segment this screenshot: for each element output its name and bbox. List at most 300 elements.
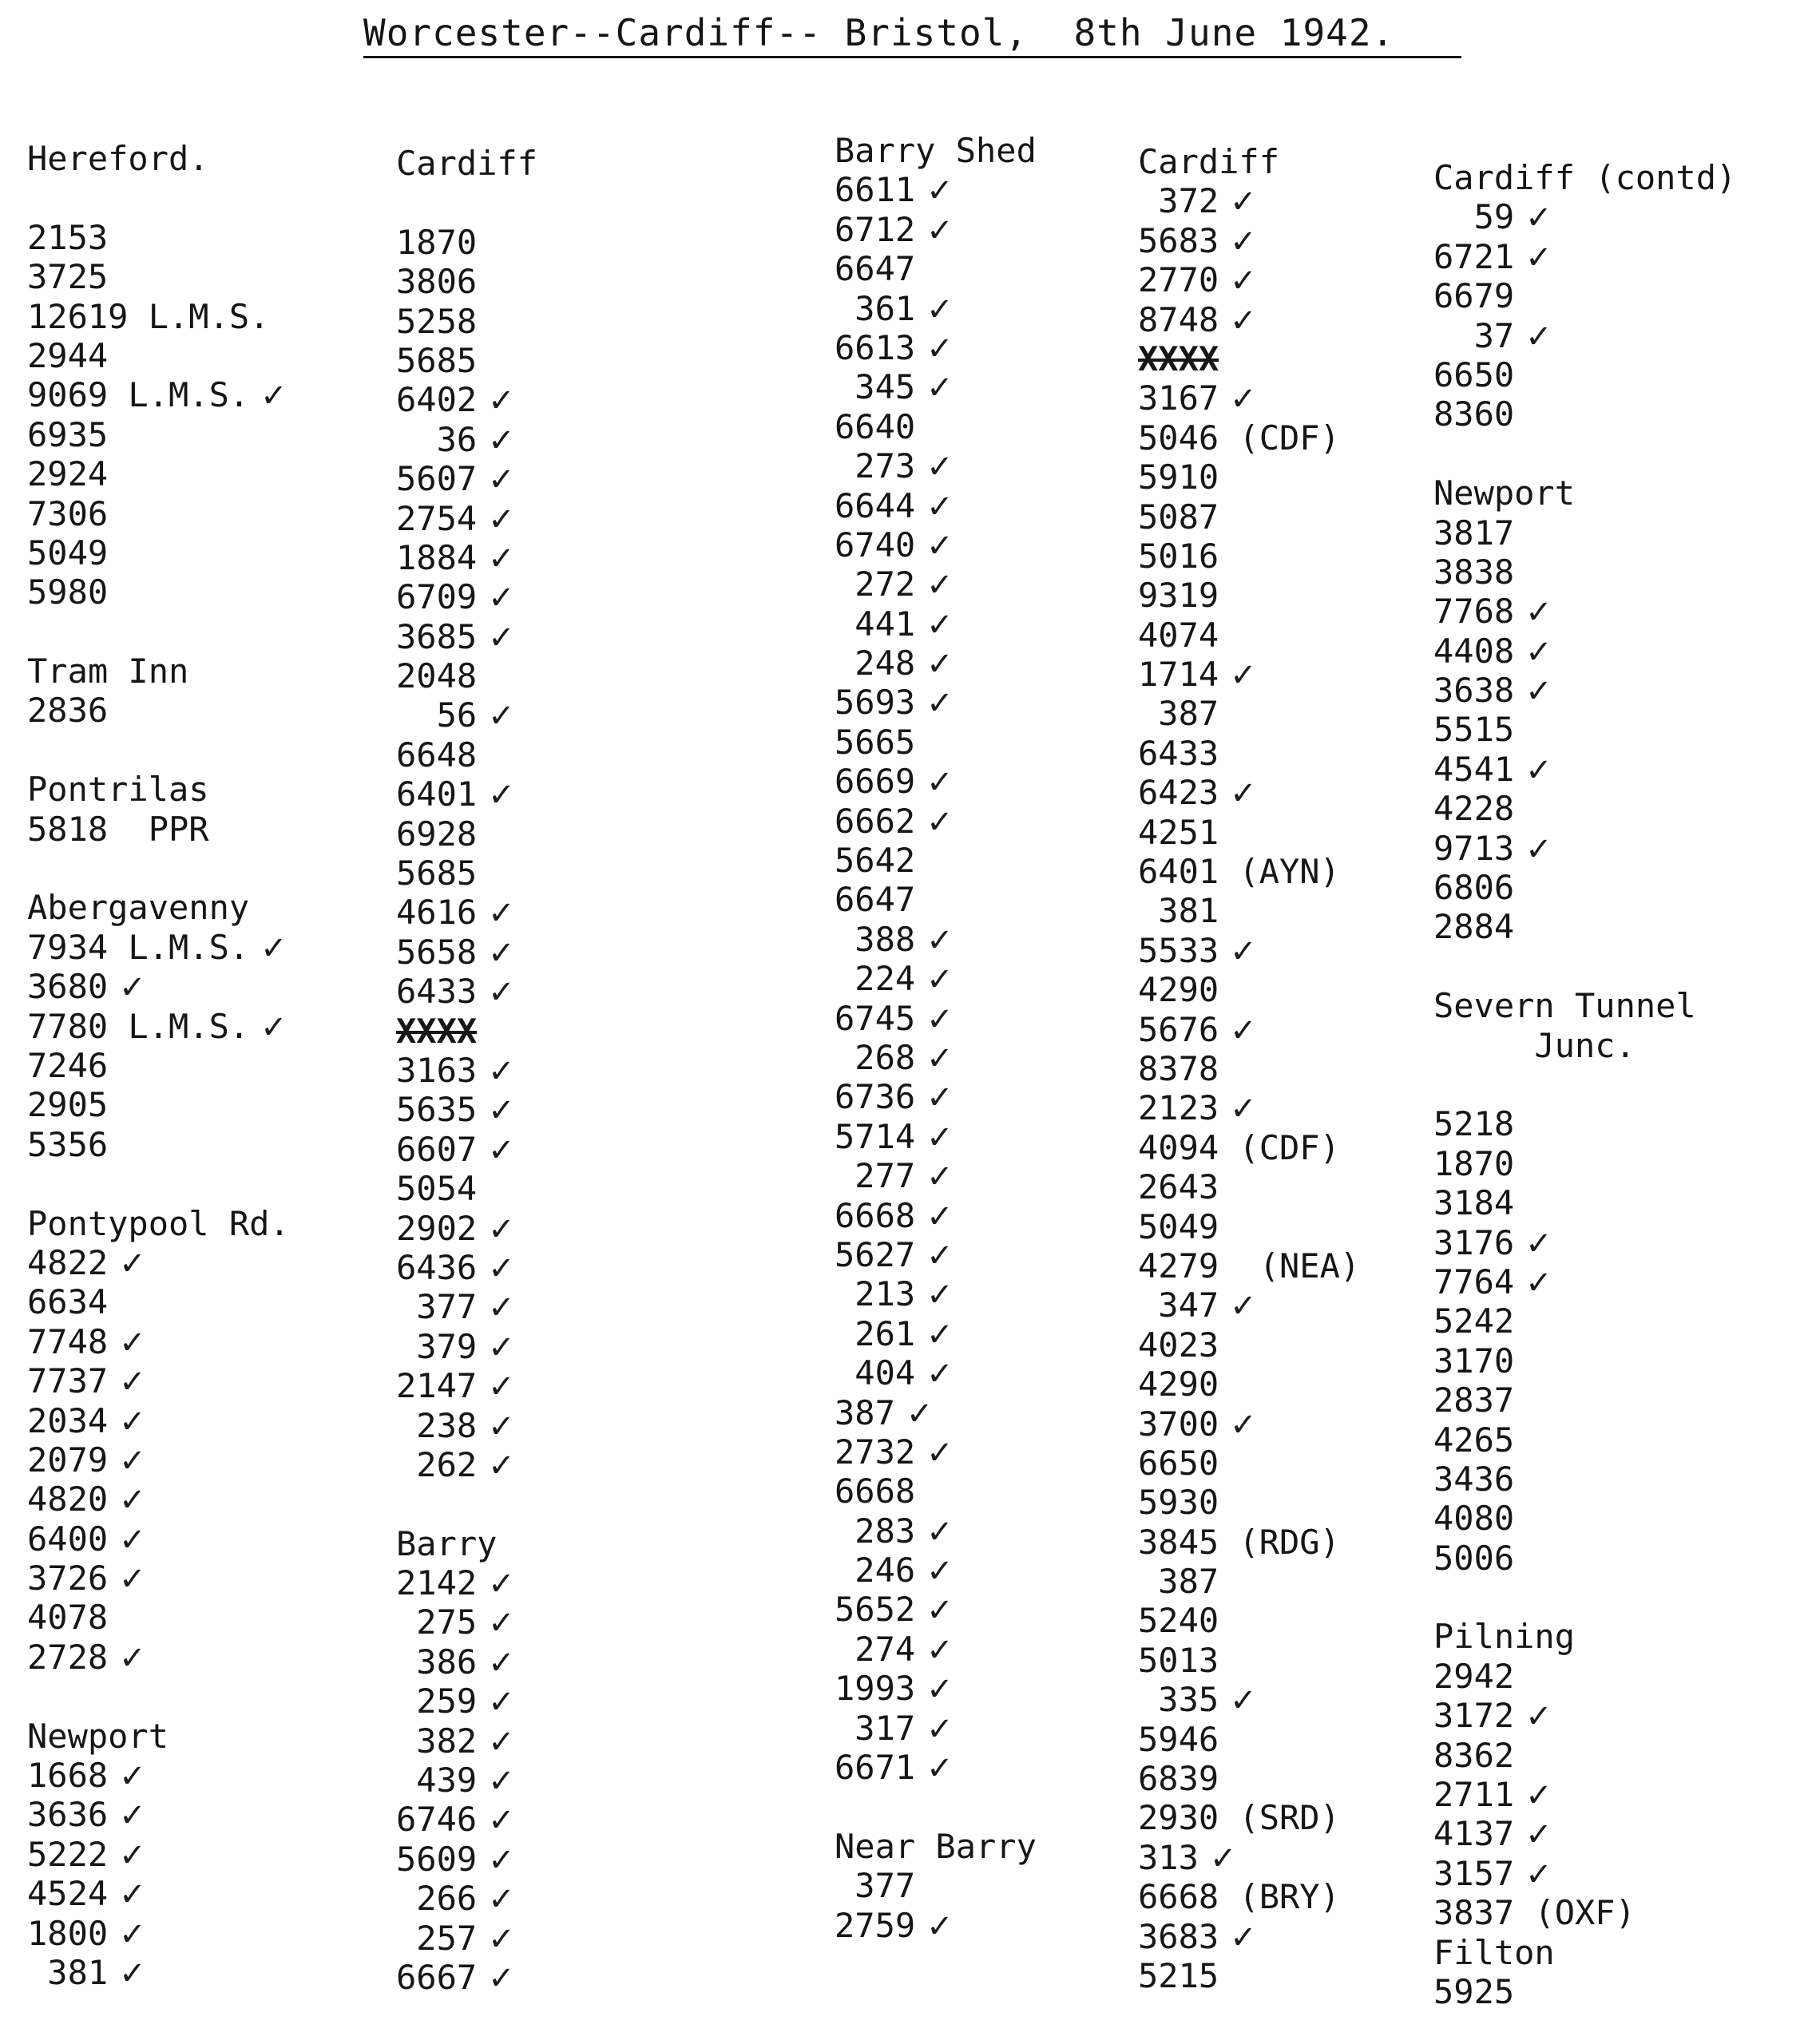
engine-entry (27, 967, 290, 1006)
engine-entry (396, 1209, 537, 1248)
engine-entry (1138, 497, 1360, 537)
engine-number: 4616 (396, 893, 478, 933)
engine-entry (396, 538, 537, 577)
engine-number: 5049 (1138, 1206, 1219, 1246)
engine-number: 4251 (1138, 812, 1219, 852)
engine-number: 4524 (27, 1874, 109, 1914)
engine-number: 3638 (1433, 671, 1515, 711)
check-mark-icon: ✓ (119, 1403, 146, 1440)
check-mark-icon: ✓ (926, 527, 954, 564)
engine-number: 6721 (1433, 236, 1515, 276)
engine-number: 381 (1138, 891, 1219, 931)
engine-number: 6679 (1433, 276, 1515, 316)
check-mark-icon: ✓ (119, 1364, 146, 1401)
engine-number: 6402 (396, 380, 478, 420)
engine-entry (396, 1287, 537, 1326)
engine-number: 4541 (1433, 749, 1515, 789)
engine-number: 262 (396, 1444, 478, 1484)
engine-entry (1138, 1838, 1360, 1877)
title-underline (363, 56, 1461, 58)
engine-number: 5006 (1433, 1538, 1515, 1578)
engine-number: 2754 (396, 498, 478, 538)
engine-entry (835, 1117, 1037, 1156)
engine-entry (396, 262, 537, 301)
check-mark-icon: ✓ (1230, 775, 1257, 813)
engine-entry (1138, 891, 1360, 930)
engine-number: 2924 (27, 454, 109, 494)
engine-entry (1138, 418, 1360, 458)
engine-entry (27, 415, 290, 454)
engine-number: 4290 (1138, 1365, 1219, 1404)
engine-number: 8748 (1138, 299, 1219, 339)
engine-number: 2902 (396, 1208, 478, 1248)
engine-number: 4279 (NEA) (1138, 1246, 1361, 1285)
engine-number: 5818 PPR (27, 809, 209, 849)
engine-entry (835, 1196, 1037, 1235)
check-mark-icon: ✓ (119, 1639, 146, 1677)
check-mark-icon: ✓ (488, 1684, 515, 1721)
engine-number: 2728 (27, 1637, 109, 1677)
engine-entry (27, 454, 290, 493)
engine-entry (396, 1090, 537, 1129)
engine-entry (835, 1393, 1037, 1432)
engine-number: 439 (396, 1761, 478, 1800)
check-mark-icon: ✓ (926, 1671, 954, 1709)
engine-number: 347 (1138, 1285, 1219, 1325)
check-mark-icon: ✓ (488, 1329, 515, 1366)
check-mark-icon: ✓ (926, 1237, 954, 1274)
check-mark-icon: ✓ (1525, 673, 1552, 711)
engine-entry (27, 1598, 290, 1637)
engine-entry (1138, 1562, 1360, 1601)
section-heading-text: Abergavenny (27, 888, 250, 928)
engine-entry (396, 1051, 537, 1090)
engine-number: 3636 (27, 1795, 109, 1835)
engine-number: 1870 (1433, 1143, 1515, 1183)
engine-entry (396, 617, 537, 656)
section-heading-text: Cardiff (1138, 142, 1280, 181)
engine-entry (27, 1835, 290, 1874)
check-mark-icon: ✓ (926, 1434, 954, 1472)
section-heading (1433, 986, 1736, 1025)
check-mark-icon: ✓ (488, 1447, 515, 1484)
check-mark-icon: ✓ (119, 1836, 146, 1874)
engine-number: 441 (835, 604, 916, 644)
check-mark-icon: ✓ (119, 1521, 146, 1559)
section-heading-text: Pilning (1433, 1617, 1576, 1657)
engine-number: 6745 (835, 998, 916, 1038)
engine-number: 5658 (396, 932, 478, 972)
engine-number: 386 (396, 1642, 478, 1682)
section-heading (1433, 1933, 1736, 1972)
check-mark-icon: ✓ (119, 1482, 146, 1519)
engine-number: 2884 (1433, 907, 1515, 947)
engine-entry (396, 1366, 537, 1405)
engine-number: 6650 (1138, 1443, 1219, 1483)
check-mark-icon: ✓ (1230, 1919, 1257, 1956)
engine-number: 4080 (1433, 1499, 1515, 1539)
check-mark-icon: ✓ (488, 1763, 515, 1800)
engine-entry (396, 1721, 537, 1761)
engine-number: 2142 (396, 1563, 478, 1603)
engine-entry (1433, 237, 1736, 276)
check-mark-icon: ✓ (906, 1395, 934, 1432)
engine-number: 4228 (1433, 789, 1515, 829)
engine-entry (27, 1559, 290, 1598)
engine-number: 3157 (1433, 1853, 1515, 1893)
engine-entry (1433, 1460, 1736, 1499)
engine-entry (835, 289, 1037, 328)
check-mark-icon: ✓ (488, 1959, 515, 1997)
engine-number: 4094 (CDF) (1138, 1127, 1340, 1167)
engine-number: 2836 (27, 691, 109, 731)
check-mark-icon: ✓ (926, 685, 954, 723)
engine-entry (27, 297, 290, 336)
engine-entry (27, 810, 290, 849)
engine-entry (396, 1445, 537, 1484)
engine-entry (835, 1314, 1037, 1353)
engine-number: 3170 (1433, 1341, 1515, 1380)
engine-number: 6935 (27, 414, 109, 454)
check-mark-icon: ✓ (488, 1802, 515, 1840)
engine-number: 2944 (27, 335, 109, 375)
engine-entry (27, 691, 290, 730)
engine-number: 3172 (1433, 1696, 1515, 1736)
engine-entry (1138, 260, 1360, 299)
check-mark-icon: ✓ (488, 1210, 515, 1248)
engine-entry (396, 420, 537, 459)
engine-entry (396, 774, 537, 814)
engine-entry (396, 1761, 537, 1800)
check-mark-icon: ✓ (119, 1245, 146, 1282)
engine-entry (1433, 1183, 1736, 1222)
engine-number: 6746 (396, 1800, 478, 1840)
check-mark-icon: ✓ (926, 291, 954, 328)
check-mark-icon: ✓ (260, 1008, 287, 1046)
check-mark-icon: ✓ (488, 1644, 515, 1682)
column-cardiff-contd (1433, 158, 1736, 2011)
engine-number: 377 (396, 1287, 478, 1327)
engine-number: 6607 (396, 1129, 478, 1169)
check-mark-icon: ✓ (926, 1592, 954, 1630)
engine-entry (1433, 1104, 1736, 1143)
section-heading-text: Barry Shed (835, 131, 1037, 170)
engine-number: 3838 (1433, 552, 1515, 592)
engine-number: 274 (835, 1629, 916, 1669)
check-mark-icon: ✓ (926, 370, 954, 407)
engine-entry (1138, 616, 1360, 655)
engine-number: 5218 (1433, 1104, 1515, 1144)
engine-number: 2942 (1433, 1656, 1515, 1696)
engine-entry (1433, 1972, 1736, 2011)
engine-number: 7780 L.M.S. (27, 1006, 250, 1046)
spacer (396, 1484, 537, 1523)
check-mark-icon: ✓ (488, 698, 515, 735)
check-mark-icon: ✓ (119, 1442, 146, 1480)
engine-entry (396, 854, 537, 893)
engine-number: 5642 (835, 841, 916, 881)
engine-entry (1138, 300, 1360, 339)
engine-entry (27, 257, 290, 296)
section-heading (27, 1204, 290, 1243)
engine-entry (27, 1519, 290, 1559)
engine-entry (1138, 458, 1360, 497)
engine-entry (27, 1440, 290, 1480)
engine-entry (27, 1480, 290, 1519)
engine-entry (1138, 1483, 1360, 1522)
section-heading (1433, 158, 1736, 197)
engine-number: 266 (396, 1879, 478, 1919)
engine-entry (396, 933, 537, 972)
engine-number: 387 (1138, 694, 1219, 734)
engine-entry (1433, 1657, 1736, 1696)
engine-number: 8378 (1138, 1048, 1219, 1088)
engine-entry (835, 762, 1037, 801)
check-mark-icon: ✓ (260, 929, 287, 967)
engine-number: 4408 (1433, 631, 1515, 671)
engine-entry (396, 341, 537, 380)
engine-number: 4137 (1433, 1814, 1515, 1854)
engine-number: 6740 (835, 525, 916, 564)
engine-entry (835, 525, 1037, 564)
check-mark-icon: ✓ (1525, 239, 1552, 276)
engine-number: 377 (835, 1866, 916, 1906)
check-mark-icon: ✓ (488, 974, 515, 1012)
engine-entry (1138, 1601, 1360, 1640)
check-mark-icon: ✓ (926, 1513, 954, 1551)
engine-entry (835, 249, 1037, 288)
engine-number: XXXX (1138, 339, 1219, 378)
check-mark-icon: ✓ (1230, 263, 1257, 300)
engine-number: 2079 (27, 1440, 109, 1480)
engine-entry (1138, 1680, 1360, 1719)
engine-entry (835, 1077, 1037, 1116)
engine-entry (396, 1840, 537, 1879)
engine-number: 1993 (835, 1669, 916, 1709)
section-heading (1433, 1026, 1736, 1065)
check-mark-icon: ✓ (926, 1079, 954, 1117)
engine-number: 6613 (835, 327, 916, 367)
spacer (27, 1164, 290, 1203)
spacer (27, 178, 290, 217)
engine-number: 361 (835, 288, 916, 328)
engine-number: 6433 (396, 972, 478, 1012)
section-heading-text: Newport (27, 1716, 169, 1756)
engine-entry (1138, 1010, 1360, 1049)
check-mark-icon: ✓ (1525, 318, 1552, 355)
section-heading-text: Filton (1433, 1932, 1555, 1972)
section-heading-text: Pontrilas (27, 770, 209, 810)
check-mark-icon: ✓ (926, 646, 954, 683)
engine-entry (1138, 931, 1360, 970)
check-mark-icon: ✓ (119, 1876, 146, 1914)
engine-number: 6662 (835, 801, 916, 841)
engine-entry (835, 1590, 1037, 1629)
check-mark-icon: ✓ (926, 1750, 954, 1788)
engine-number: 4074 (1138, 615, 1219, 655)
engine-entry (1138, 852, 1360, 891)
engine-number: 6648 (396, 735, 478, 774)
engine-number: 5714 (835, 1116, 916, 1156)
section-heading (27, 888, 290, 927)
engine-entry (396, 302, 537, 341)
engine-entry (396, 1602, 537, 1642)
engine-number: 5652 (835, 1590, 916, 1630)
check-mark-icon: ✓ (1525, 1264, 1552, 1301)
engine-entry (1433, 907, 1736, 946)
engine-number: 3683 (1138, 1916, 1219, 1956)
check-mark-icon: ✓ (119, 1797, 146, 1835)
engine-entry (396, 1879, 537, 1918)
engine-entry (835, 564, 1037, 604)
engine-entry (1138, 1917, 1360, 1956)
engine-number: 6668 (835, 1472, 916, 1511)
engine-number: 2048 (396, 656, 478, 696)
engine-entry (1433, 355, 1736, 394)
engine-entry (27, 1914, 290, 1953)
engine-number: 5258 (396, 301, 478, 341)
engine-entry (396, 1958, 537, 1997)
section-heading (27, 770, 290, 809)
section-heading (396, 1524, 537, 1563)
engine-entry (835, 1709, 1037, 1748)
engine-entry (1433, 1420, 1736, 1460)
check-mark-icon: ✓ (926, 1356, 954, 1393)
engine-entry (1138, 1877, 1360, 1916)
check-mark-icon: ✓ (488, 580, 515, 617)
engine-entry (835, 1156, 1037, 1195)
section-heading-text: Cardiff (contd) (1433, 158, 1737, 197)
engine-entry (1433, 829, 1736, 868)
engine-entry (835, 723, 1037, 762)
check-mark-icon: ✓ (1525, 1856, 1552, 1893)
engine-number: 335 (1138, 1680, 1219, 1720)
engine-number: 387 (835, 1392, 895, 1432)
engine-entry (1138, 1167, 1360, 1206)
check-mark-icon: ✓ (926, 1710, 954, 1748)
check-mark-icon: ✓ (1525, 830, 1552, 868)
engine-entry (1138, 1088, 1360, 1127)
engine-number: 5049 (27, 533, 109, 572)
engine-number: 283 (835, 1511, 916, 1551)
engine-entry (1138, 1325, 1360, 1365)
engine-entry (1433, 1223, 1736, 1262)
spacer (1433, 947, 1736, 986)
engine-number: 1668 (27, 1756, 109, 1796)
engine-number: 4290 (1138, 970, 1219, 1010)
check-mark-icon: ✓ (488, 1605, 515, 1642)
check-mark-icon: ✓ (926, 1277, 954, 1314)
engine-number: 6669 (835, 762, 916, 802)
engine-number: 381 (27, 1952, 109, 1992)
engine-entry (27, 928, 290, 967)
engine-entry (1138, 773, 1360, 812)
engine-entry (27, 1243, 290, 1282)
engine-entry (835, 446, 1037, 485)
spacer (27, 612, 290, 652)
engine-number: 5946 (1138, 1719, 1219, 1759)
check-mark-icon: ✓ (488, 1723, 515, 1761)
engine-entry (27, 1007, 290, 1046)
check-mark-icon: ✓ (488, 1841, 515, 1879)
check-mark-icon: ✓ (488, 895, 515, 933)
engine-entry (1138, 1404, 1360, 1444)
engine-entry (27, 375, 290, 414)
spacer (27, 731, 290, 770)
engine-number: 7737 (27, 1361, 109, 1401)
engine-number: 6401 (396, 774, 478, 814)
section-heading (396, 144, 537, 183)
check-mark-icon: ✓ (488, 382, 515, 420)
engine-entry (835, 1630, 1037, 1669)
check-mark-icon: ✓ (1230, 657, 1257, 695)
engine-number: 7768 (1433, 592, 1515, 632)
engine-number: 372 (1138, 181, 1219, 221)
engine-number: 5980 (27, 572, 109, 612)
engine-number: 6401 (AYN) (1138, 852, 1340, 892)
section-heading-text: Near Barry (835, 1826, 1037, 1866)
engine-entry (1138, 694, 1360, 733)
engine-number: 5607 (396, 459, 478, 499)
engine-number: 36 (396, 419, 478, 459)
engine-entry (1433, 632, 1736, 671)
check-mark-icon: ✓ (926, 1119, 954, 1156)
engine-entry (835, 1235, 1037, 1274)
engine-number: 2034 (27, 1400, 109, 1440)
engine-entry (1138, 181, 1360, 220)
check-mark-icon: ✓ (926, 1553, 954, 1590)
check-mark-icon: ✓ (926, 1040, 954, 1077)
engine-number: 3184 (1433, 1183, 1515, 1223)
check-mark-icon: ✓ (488, 1566, 515, 1603)
engine-number: 9713 (1433, 828, 1515, 868)
column-cardiff-barry (396, 144, 537, 1997)
engine-entry (835, 1551, 1037, 1590)
engine-entry (396, 656, 537, 695)
engine-entry (396, 1012, 537, 1051)
engine-entry (396, 380, 537, 419)
engine-number: 5242 (1433, 1301, 1515, 1341)
engine-number: 224 (835, 959, 916, 999)
engine-number: 213 (835, 1274, 916, 1314)
engine-entry (27, 218, 290, 257)
engine-number: 404 (835, 1353, 916, 1393)
section-heading (1433, 473, 1736, 513)
engine-number: 6400 (27, 1519, 109, 1559)
engine-number: 5930 (1138, 1483, 1219, 1523)
engine-number: 6647 (835, 249, 916, 289)
engine-number: 6611 (835, 170, 916, 210)
engine-number: 3176 (1433, 1222, 1515, 1262)
engine-entry (27, 1046, 290, 1085)
engine-entry (1433, 592, 1736, 631)
engine-number: 2147 (396, 1366, 478, 1406)
check-mark-icon: ✓ (1525, 200, 1552, 237)
section-heading (27, 652, 290, 691)
section-heading (27, 139, 290, 178)
engine-number: 5685 (396, 340, 478, 380)
check-mark-icon: ✓ (119, 1561, 146, 1598)
engine-number: 6671 (835, 1748, 916, 1788)
engine-entry (27, 1322, 290, 1361)
engine-number: 5910 (1138, 458, 1219, 497)
engine-entry (1433, 1696, 1736, 1735)
check-mark-icon: ✓ (488, 934, 515, 972)
check-mark-icon: ✓ (488, 461, 515, 499)
engine-number: 5627 (835, 1234, 916, 1274)
engine-number: 5356 (27, 1124, 109, 1164)
engine-number: 5676 (1138, 1009, 1219, 1049)
